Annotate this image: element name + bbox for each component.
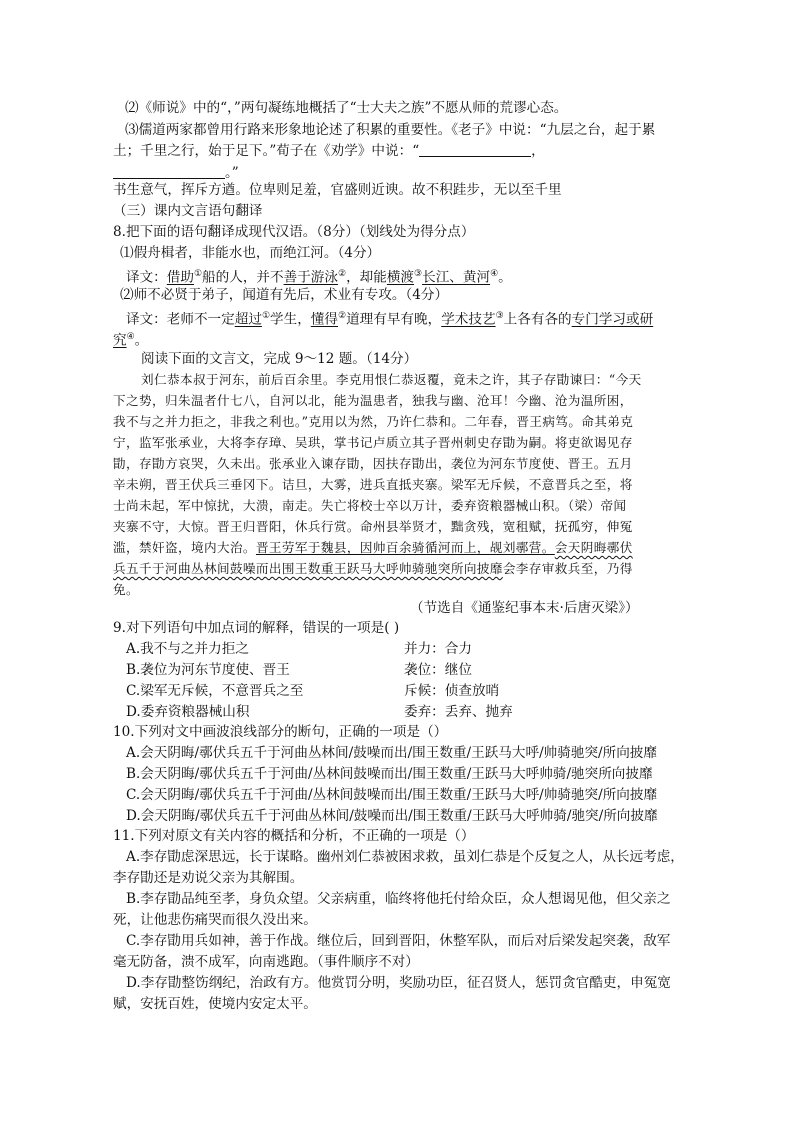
q11-stem: 11.下列对原文有关内容的概括和分析，不正确的一项是（） [113,828,475,844]
scoring-word: 借助 [166,269,194,286]
q9-option-d-gloss: 委弃：丢弃、抛弃 [404,704,513,720]
passage-line [113,559,633,579]
point-marker: ② [337,311,347,321]
q11-option-a[interactable]: A.李存勖虑深思远，长于谋略。幽州刘仁恭被困求救，虽刘仁恭是个反复之人，从长远考虑， [126,849,684,865]
text: 学生， [270,311,311,328]
q11-option-b[interactable]: B.李存勖品纯至孝，身负众望。父亲病重，临终将他托付给众臣，众人想谒见他，但父亲之 [126,891,671,907]
point-marker: ③ [495,311,504,321]
passage-line: 免。 [113,582,139,597]
closing-quote: 。” [225,165,239,181]
q10-option-a[interactable]: A.会天阴晦/鄩伏兵五千于河曲丛林间/鼓噪而出/围王数重/王跃马大呼/帅骑驰突/所向披靡 [126,745,657,761]
q8-sentence-2: ⑵师不必贤于弟子，闻道有先后，术业有专攻。（4分） [120,287,449,303]
q9-option-c-gloss: 斥候：侦查放哨 [404,683,500,699]
text: 。 [498,269,512,286]
passage-line: 勖，存勖方哀哭，久未出。张承业入谏存勖，因扶存勖出，袭位为河东节度使、晋王。五月 [113,456,633,471]
scoring-word: 究 [113,332,127,349]
wavy-underlined-text: 兵五千于河曲丛林间鼓噪而出围王数重王跃马大呼帅骑驰突所向披靡 [113,561,503,576]
q8-translation-2 [126,306,653,330]
scoring-word: 长江、黄河 [422,269,491,286]
q11-option-a-cont: 李存勖还是劝说父亲为其解围。 [113,870,304,886]
scoring-word: 懂得 [310,311,338,328]
q11-option-d[interactable]: D.李存勖整饬纲纪，治政有方。他赏罚分明，奖励功臣，征召贤人，惩罚贪官酷吏，申冤宽 [126,975,671,991]
passage-line: 夹寨不守，大惊。晋王归晋阳，休兵行赏。命州县举贤才，黜贪残，宽租赋，抚孤穷，伸冤 [113,519,633,534]
point-marker: ④ [490,269,499,279]
text: 道理有早有晚， [346,311,442,328]
q11-option-c[interactable]: C.李存勖用兵如神，善于作战。继位后，回到晋阳，休整军队，而后对后梁发起突袭，敌军 [126,933,671,949]
answer-blank-2[interactable] [113,164,225,179]
q8-translation-1 [126,264,512,288]
text: ，却能 [346,269,387,286]
answer-key-line: 书生意气，挥斥方遒。位卑则足羞，官盛则近谀。故不积跬步，无以至千里 [113,182,562,198]
q11-option-c-cont: 毫无防备，溃不成军，向南逃跑。（事件顺序不对） [113,954,419,970]
scoring-word: 学术技艺 [441,311,496,328]
label: 译文： [126,269,167,286]
wavy-underlined-text: 会天阴晦鄩伏 [554,540,633,555]
item-3-text: 土；千里之行，始于足下。”荀子在《劝学》中说：“ [113,143,420,159]
scoring-word: 横渡 [386,269,415,286]
passage-line: 刘仁恭本叔于河东，前后百余里。李克用恨仁恭返覆，竟未之许，其子存勖谏曰：“今天 [141,372,642,387]
text: 。 [134,332,149,349]
q11-option-b-cont: 死，让他悲伤痛哭而很久没出来。 [113,912,317,928]
passage-line: 我不与之并力拒之，非我之利也。”克用以为然，乃许仁恭和。二年春，晋王病笃。命其弟克 [113,414,634,429]
passage-line: 士尚未起，军中惊扰，大溃，南走。失亡将校士卒以万计，委弃资粮器械山积。（梁）帝闻 [113,498,627,513]
passage-line: 辛未朔，晋王伏兵三垂冈下。诘旦，大雾，进兵直抵夹寨。梁军无斥候，不意晋兵之至，将 [113,477,633,492]
q10-option-d[interactable]: D.会天阴晦/鄩伏兵五千于河曲丛林间/鼓噪而出/围王数重/王跃马大呼帅骑/驰突/所向披靡 [126,808,658,824]
q10-option-b[interactable]: B.会天阴晦/鄩伏兵五千于河曲/丛林间鼓噪而出/围王数重/王跃马大呼帅骑/驰突所向披靡 [126,766,653,782]
point-marker: ④ [126,332,135,342]
q10-option-c[interactable]: C.会天阴晦/鄩伏兵五千于河曲/丛林间鼓噪而出/围王数重/王跃马大呼/帅骑驰突/所向披靡 [126,787,658,803]
item-3-line: ⑶儒道两家都曾用行路来形象地论述了积累的重要性。《老子》中说：“九层之台，起于累 [125,122,656,138]
passage-line: 下之势，归朱温者什七八，自河以北，能为温患者，独我与幽、沧耳！今幽、沧为温所困， [113,393,633,408]
comma: ， [531,143,545,159]
point-marker: ① [261,311,271,321]
q9-option-c[interactable]: C.梁军无斥候，不意晋兵之至 [126,683,304,699]
point-marker: ③ [414,269,423,279]
underlined-sentence: 晋王劳军于魏县，因帅百余骑循河而上，觇刘鄩营。 [255,540,555,555]
text: 船的人，并不 [202,269,284,286]
q8-stem: 8.把下面的语句翻译成现代汉语。（8分）（划线处为得分点） [113,224,475,240]
q11-option-d-cont: 赋，安抚百姓，使境内安定太平。 [113,996,317,1012]
q9-stem: 9.对下列语句中加点词的解释，错误的一项是( ) [113,620,400,636]
item-3-line-cont [113,141,545,161]
item-2-line: ⑵《师说》中的“，”两句凝练地概括了“士大夫之族”不愿从师的荒谬心态。 [125,100,568,116]
text: 上各有各的 [503,311,572,328]
point-marker: ① [193,269,203,279]
q9-option-b-gloss: 袭位：继位 [404,662,472,678]
passage-source: （节选自《通鉴纪事本末·后唐灭梁》） [410,600,639,616]
passage-text: 会李存审救兵至，乃得 [502,561,633,576]
scoring-word: 专门学习或研 [571,311,654,328]
section-three-heading: （三）课内文言语句翻译 [113,203,263,219]
passage-line: 宁，监军张承业，大将李存璋、吴珙，掌书记卢质立其子晋州刺史存勖为嗣。将吏欲谒见存 [113,435,633,450]
scoring-word: 超过 [234,311,262,328]
q9-option-a[interactable]: A.我不与之并力拒之 [126,641,249,657]
point-marker: ② [337,269,347,279]
reading-intro: 阅读下面的文言文，完成 9～12 题。（14分） [141,351,418,367]
q8-translation-2-cont [113,327,148,351]
q9-option-a-gloss: 并力：合力 [404,641,472,657]
passage-text: 滥，禁奸盗，境内大治。 [113,540,256,555]
passage-line [113,538,633,558]
q8-sentence-1: ⑴假舟楫者，非能水也，而绝江河。（4分） [120,245,381,261]
scoring-word: 善于游泳 [283,269,338,286]
text: 译文：老师不一定 [126,311,235,328]
q9-option-d[interactable]: D.委弃资粮器械山积 [126,704,250,720]
answer-blank-1[interactable] [419,142,531,157]
q10-stem: 10.下列对文中画波浪线部分的断句，正确的一项是（） [113,724,448,740]
q9-option-b[interactable]: B.袭位为河东节度使、晋王 [126,662,290,678]
